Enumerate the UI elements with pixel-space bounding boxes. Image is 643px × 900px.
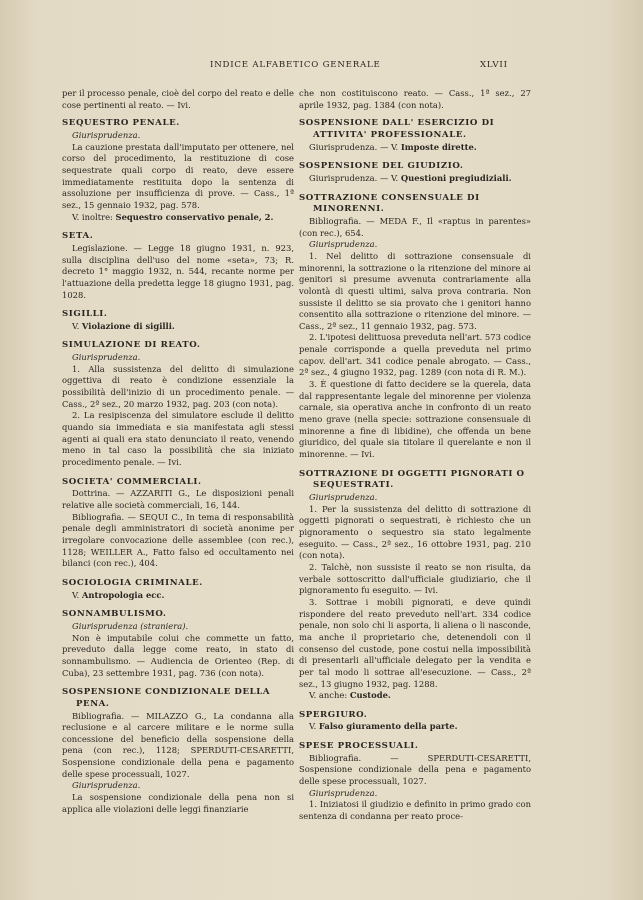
cross-reference-prefix: V. <box>309 721 319 732</box>
cross-reference <box>299 173 531 185</box>
entry-paragraph: 3. Sottrae i mobili pignorati, e deve quindi rispondere del reato preveduto nell'art. 334 codice penale, non solo chi li asporta, li aliena o li nasconde, ma anche il proprietario che, detenendoli con il consenso del custode, pone costui nella impossibilità di presentarli all'ufficiale delegato per la vendita e per tal modo li sottrae all'esecuzione. — Cass., 2ª sez., 13 giugno 1932, pag. 1288. <box>299 596 531 689</box>
cross-reference <box>62 212 294 224</box>
cross-reference-prefix: V. <box>72 320 82 331</box>
section-heading: SIMULAZIONE DI REATO. <box>62 340 201 351</box>
section-heading: SPESE PROCESSUALI. <box>299 741 419 752</box>
cross-reference-prefix: Giurisprudenza. — V. <box>309 141 401 152</box>
cross-reference-prefix: V. anche: <box>309 690 350 701</box>
entry-paragraph: 1. Alla sussistenza del delitto di simulazione oggettiva di reato è condizione essenziale la possibilità dell'inizio di un procedimento penale. — Cass., 2ª sez., 20 marzo 1932, pag. 203 (con nota). <box>62 363 294 409</box>
section-heading: SPERGIURO. <box>299 709 368 720</box>
cross-reference <box>62 321 294 333</box>
subheading: Giurisprudenza. <box>309 492 378 502</box>
section-heading: SOTTRAZIONE DI OGGETTI PIGNORATI O SEQUESTRATI. <box>299 468 525 491</box>
section-heading: SIGILLI. <box>62 309 108 320</box>
entry-paragraph: 1. Iniziatosi il giudizio e definito in primo grado con sentenza di condanna per reato proce- <box>299 799 531 822</box>
cross-reference-target: Antropologia ecc. <box>81 589 165 600</box>
entry-paragraph: per il processo penale, cioè del corpo del reato e delle cose pertinenti al reato. — Ivi. <box>62 88 294 110</box>
entry-paragraph: 1. Per la sussistenza del delitto di sottrazione di oggetti pignorati o sequestrati, è richiesto che un pignoramento o sequestro sia stato legalmente eseguito. — Cass., 2ª sez., 16 ottobre 1931, pag. 210 (con nota). <box>299 503 531 561</box>
section-heading: SETA. <box>62 231 94 242</box>
cross-reference-prefix: V. inoltre: <box>72 211 116 222</box>
right-column <box>299 88 531 823</box>
entry-paragraph: 2. La resipiscenza del simulatore esclude il delitto quando sia immediata e sia manifestata agli stessi agenti ai quali era stato denunciato il reato, venendo meno in tal caso la possibilità che sia iniziato procedimento penale. — Ivi. <box>62 410 294 468</box>
cross-reference-prefix: Giurisprudenza. — V. <box>309 172 401 183</box>
cross-reference-target: Custode. <box>349 690 391 701</box>
entry-paragraph: Dottrina. — AZZARITI G., Le disposizioni penali relative alle società commerciali, 16, 144. <box>62 488 294 510</box>
cross-reference-target: Falso giuramento della parte. <box>318 721 458 732</box>
subheading: Giurisprudenza. <box>309 239 378 250</box>
cross-reference <box>299 690 531 702</box>
cross-reference <box>299 142 531 154</box>
cross-reference-target: Violazione di sigilli. <box>81 320 175 331</box>
entry-paragraph: Bibliografia. — MILAZZO G., La condanna alla reclusione e al carcere militare e le norme sulla concessione del beneficio della sospensione della pena (con rec.), 1128; SPERDUTI-CESARETTI, Sospensione condizionale della pena e pagamento delle spese processuali, 1027. <box>62 710 294 779</box>
cross-reference-prefix: V. <box>72 589 82 600</box>
entry-paragraph: Non è imputabile colui che commette un fatto, preveduto dalla legge come reato, in stato di sonnambulismo. — Audiencia de Orienteo (Rep. di Cuba), 23 settembre 1931, pag. 736 (con nota). <box>62 632 294 678</box>
subheading: Giurisprudenza (straniera). <box>72 620 189 631</box>
cross-reference-target: Sequestro conservativo penale, 2. <box>115 211 274 222</box>
subheading: Giurisprudenza. <box>72 129 141 140</box>
entry-paragraph: 2. L'ipotesi delittuosa preveduta nell'art. 573 codice penale corrisponde a quella preveduta nel primo capov. dell'art. 341 codice penale abrogato. — Cass., 2ª sez., 4 giugno 1932, pag. 1289 (con nota di R. M.). <box>299 332 531 378</box>
cross-reference-target: Questioni pregiudiziali. <box>400 172 512 183</box>
entry-paragraph: 3. È questione di fatto decidere se la querela, data dal rappresentante legale del minorenne per violenza carnale, sia operativa anche in confronto di un reato meno grave (nella specie: sottrazione consensuale di minorenne a fine di libidine), che offenda un bene giuridico, del quale sia titolare il querelante e non il minorenne. — Ivi. <box>299 379 531 460</box>
entry-paragraph: 2. Talchè, non sussiste il reato se non risulta, da verbale sottoscritto dall'ufficiale giudiziario, che il pignoramento fu eseguito. — Ivi. <box>299 561 531 596</box>
section-heading: SOCIOLOGIA CRIMINALE. <box>62 577 203 588</box>
section-heading: SOCIETA' COMMERCIALI. <box>62 476 202 487</box>
entry-paragraph: che non costituiscono reato. — Cass., 1ª sez., 27 aprile 1932, pag. 1384 (con nota). <box>299 88 531 110</box>
header-title: INDICE ALFABETICO GENERALE <box>210 60 381 70</box>
entry-paragraph: Bibliografia. — MEDA F., Il «raptus in parentes» (con rec.), 654. <box>299 215 531 238</box>
entry-paragraph: Bibliografia. — SEQUI C., In tema di responsabilità penale degli amministratori di società anonime per irregolare convocazione delle assemblee (con rec.), 1128; WEILLER A., Fatto falso ed occultamento nei bilanci (con rec.), 404. <box>62 511 294 569</box>
left-column <box>62 88 294 815</box>
running-header <box>0 60 643 74</box>
entry-paragraph: Bibliografia. — SPERDUTI-CESARETTI, Sospensione condizionale della pena e pagamento delle spese processuali, 1027. <box>299 752 531 787</box>
entry-paragraph: La cauzione prestata dall'imputato per ottenere, nel corso del procedimento, la restituzione di cose sequestrate quali corpo di reato, deve essere immediatamente restituita dopo la sentenza di assoluzione per insufficienza di prove. — Cass., 1ª sez., 15 gennaio 1932, pag. 578. <box>62 141 294 210</box>
cross-reference <box>299 721 531 733</box>
entry-paragraph: 1. Nel delitto di sottrazione consensuale di minorenni, la sottrazione o la ritenzione del minore ai genitori si presume avvenuta contrariamente alla volontà di questi ultimi, salva prova contraria. Non sussiste il delitto se sia provato che i genitori hanno consentito alla sottrazione o ritenzione del minore. — Cass., 2ª sez., 11 gennaio 1932, pag. 573. <box>299 250 531 331</box>
entry-paragraph: La sospensione condizionale della pena non si applica alle violazioni delle leggi finanziarie <box>62 792 294 814</box>
section-heading: SEQUESTRO PENALE. <box>62 118 180 129</box>
section-heading: SOTTRAZIONE CONSENSUALE DI MINORENNI. <box>299 192 480 215</box>
section-heading: SOSPENSIONE DALL' ESERCIZIO DI ATTIVITA' PROFESSIONALE. <box>299 118 495 140</box>
subheading: Giurisprudenza. <box>72 352 141 363</box>
entry-paragraph: Legislazione. — Legge 18 giugno 1931, n. 923, sulla disciplina dell'uso del nome «seta», 73; R. decreto 1° maggio 1932, n. 544, recante norme per l'attuazione della predetta legge 18 giugno 1931, pag. 1028. <box>62 242 294 300</box>
section-heading: SOSPENSIONE DEL GIUDIZIO. <box>299 161 464 172</box>
subheading: Giurisprudenza. <box>72 780 141 791</box>
subheading: Giurisprudenza. <box>309 787 378 798</box>
cross-reference-target: Imposte dirette. <box>400 141 477 152</box>
cross-reference <box>62 590 294 602</box>
section-heading: SOSPENSIONE CONDIZIONALE DELLA PENA. <box>62 687 271 709</box>
page-number: XLVII <box>480 60 508 70</box>
section-heading: SONNAMBULISMO. <box>62 609 167 620</box>
